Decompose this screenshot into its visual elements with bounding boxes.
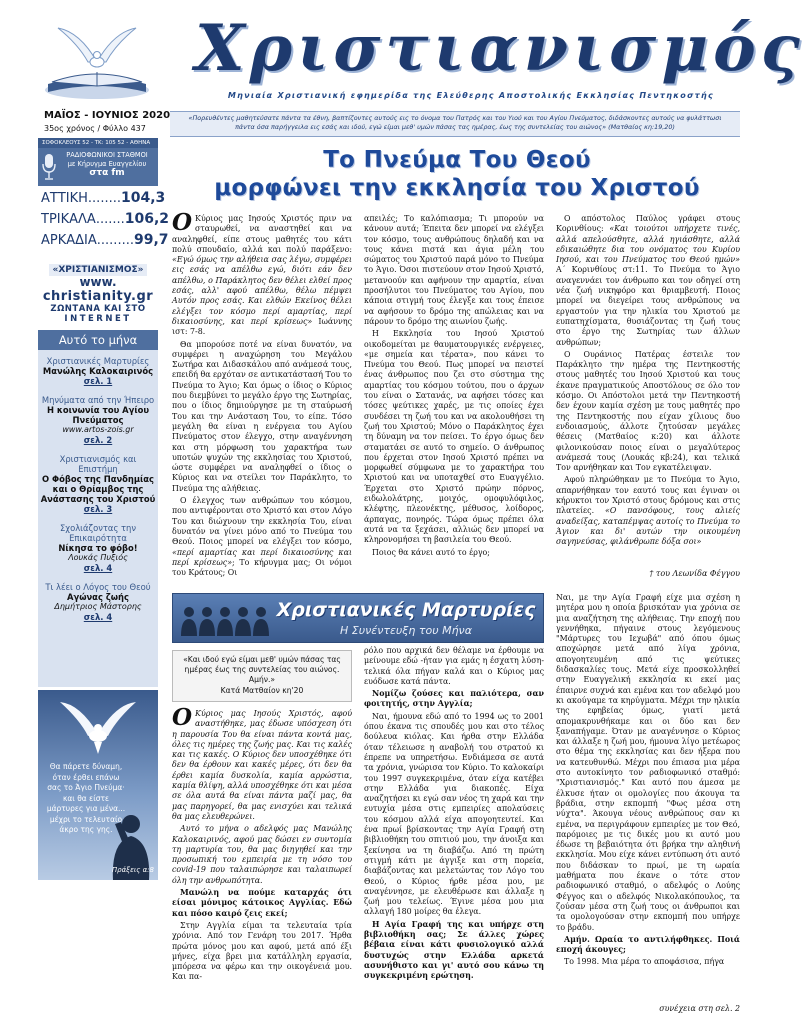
microphone-icon (42, 154, 56, 180)
interview-question: Νομίζω ζούσες και παλιότερα, σαν φοιτητής, στην Αγγλία; (364, 689, 544, 709)
testimony-column-3 (556, 593, 740, 1003)
lead-text: Κύριος μας Ιησούς Χριστός πριν να σταυρωθεί, να αναστηθεί και να αναληφθεί, είπε στους μαθητές του κάτι πολύ σπουδαίο, αλλά και πολύ παράξενο: (172, 214, 352, 254)
toc-author: Λουκάς Πυξιός (68, 553, 128, 562)
frequency-dots: ....... (95, 212, 125, 227)
dove-verse-reference: Πράξεις α:8 (111, 866, 154, 874)
toc-page-link[interactable]: σελ. 3 (83, 504, 113, 514)
frequency-row (41, 190, 166, 211)
drop-cap: Ο (172, 704, 193, 731)
issue-meta: 35ος χρόνος / Φύλλο 437 (44, 124, 146, 133)
frequency-city: ΑΤΤΙΚΗ (41, 191, 88, 206)
radio-fm: στα fm (89, 168, 125, 178)
lead-signature: † του Λεωνίδα Φέγγου (649, 569, 740, 578)
toc-title: Νίκησα το φόβο! (58, 543, 138, 553)
dove-icon (58, 700, 138, 760)
dove-bible-logo-icon (40, 22, 155, 102)
testimony-text: Κύριος μας Ιησούς Χριστός, αφού αναστήθηκε, μας έδωσε υπόσχεση ότι η παρουσία Του θα είναι πάντα κοντά μας, όλες τις ημέρες της ζωής μας. Και τις καλές και τις κακές. Ο Κύριος δεν υποσχέθηκε ότι δεν θα έρθουν και κακές μέρες, ότι δεν θα έρθει καμία δυσκολία, καμία αρρώστια, καμία θλίψη, αλλά υποσχέθηκε ότι και μέσα σε όλα αυτά θα είναι πάντα μαζί μας, θα μας παρηγορεί, θα μας ενισχύει και τελικά θα μας ελευθερώνει. (172, 709, 352, 821)
month-header: Αυτό το μήνα (38, 330, 158, 350)
frequency-dots: ........ (87, 191, 121, 206)
lead-paragraph (556, 475, 740, 547)
testimony-column-2 (364, 646, 544, 1016)
lead-column-1 (172, 209, 352, 584)
toc-item (40, 523, 156, 574)
website-link[interactable]: christianity.gr (42, 289, 154, 304)
lead-quote: «περί αμαρτίας και περί δικαιοσύνης και περί κρίσεως» (172, 547, 352, 567)
quote-banner: «Πορευθέντες μαθητεύσατε πάντα τα έθνη, βαπτίζοντες αυτούς εις το όνομα του Πατρός και του Υιού και του Αγίου Πνεύματος, διδάσκοντες αυτούς να φυλάττωσι πάντα όσα παρήγγειλα εις εσάς και ιδού, εγώ είμαι μεθ' υμών πάσας τας ημέρας, έως της συντελείας του αιώνος» (Ματθαίος κη:19,20) (170, 111, 740, 137)
interview-answer: Ναι, με την Αγία Γραφή είχε μια σχέση η μητέρα μου η οποία βρισκόταν για χρόνια σε μια αναζήτηση της αλήθειας. Την εποχή που γεννήθηκα, πήγαινε στους λεγόμενους "Μάρτυρες του Ιεχωβά" από όπου όμως αποχώρησε μετά από λίγα χρόνια, απογοητευμένη από τις ψεύτικες διδασκαλίες τους. Μετά είχε προσκολληθεί στην Ευαγγελική εκκλησία κι εκεί μας έπαιρνε συχνά και εμένα και τον αδελφό μου κι ακούγαμε τα κηρύγματα. Μέχρι την ηλικία της εφηβείας όμως, γιατί μετά απομακρυνθήκαμε και οι δύο και δεν ξαναπήγαμε. Όταν με αναγέννησε ο Κύριος και άλλαξε η ζωή μου, ήμουνα λίγο μετέωρος στο θέμα της εκκλησίας και δεν ήξερα που να κατευθυνθώ. Μέχρι που έπιασα μια μέρα στο αυτοκίνητο τον ραδιοφωνικό σταθμό: "Χριστιανισμός." Και αυτό που άμεσα με έλκυσε ήταν οι ομολογίες που άκουγα τα βράδια, στην εκπομπή "Φως μέσα στη νύχτα". Άκουγα νέους ανθρώπους σαν κι εμένα, να περιγράφουν εμπειρίες με τον Θεό, παρόμοιες με τις δικές μου κι αυτό μου έδωσε τη βεβαιότητα ότι βρήκα την αληθινή εκκλησία. Μου είχε κάνει εντύπωση ότι αυτό που διδάσκαν το πρωί, με τη ωραία μαθήματα που έκανε ο τότε στον ραδιοφωνικό σταθμό, ο αδελφός ο Λούης Φέγγος και ο αδελφός Νικολακόπουλος, τα ζούσαν μέσα στη ζωή τους οι άνθρωποι και τα ομολογούσαν στην εκπομπή που υπήρχε το βράδυ. (556, 593, 740, 932)
lead-headline (172, 146, 742, 202)
toc-title: Μανώλης Καλοκαιρινός (42, 366, 154, 376)
lead-reference: Ιωάννης ιστ: 7-8. (172, 316, 352, 337)
lead-paragraph: Η Εκκλησία του Ιησού Χριστού οικοδομείται με θαυματουργικές ενέργειες, «με σημεία και τέρατα», που κάνει το Πνεύμα του Θεού. Πως μπορεί να πειστεί ένας άνθρωπος που ζει στο σύστημα της αμαρτίας του κόσμου τούτου, που ο άρχων του είναι ο Σατανάς, να αφήσει τόσες και τόσες ψεύτικες χαρές, με τις οποίες έχει συνδέσει τη ζωή του και να ακολουθήσει τη ζωή του Χριστού; Μόνο ο Παράκλητος έχει τη δύναμη να τον πείσει. Το έργο όμως δεν σταματάει σε αυτό το σημείο. Ο άνθρωπος που έρχεται στον Ιησού Χριστό πρέπει να μορφωθεί σύμφωνα με το χαρακτήρα του Χριστού και να υποταχθεί στο Ευαγγέλιο. Έρχεται στο Χριστό πρώην πόρνος, ειδωλολάτρης, μοιχός, ομοφυλόφιλος, κλέφτης, πλεονέκτης, μέθυσος, λοίδορος, άρπαγας, πονηρός. Τώρα όμως πρέπει όλα αυτά να τα ξεχάσει, αλλιώς δεν μπορεί να κληρονομήσει τη βασιλεία του Θεού. (364, 329, 544, 545)
masthead (0, 0, 805, 108)
frequency-value: 99,7 (133, 232, 169, 248)
testimonies-title: Χριστιανικές Μαρτυρίες (276, 599, 536, 621)
frequency-city: ΑΡΚΑΔΙΑ (41, 233, 97, 248)
toc-section: Σχολιάζοντας την Επικαιρότητα (59, 523, 137, 543)
toc-section: Χριστιανισμός και Επιστήμη (59, 454, 137, 474)
lead-quote: «Ο πανσόφους, τους αλιείς αναδείξας, καταπέμψας αυτοίς το Πνεύμα το Άγιον και δι' αυτών την οικουμένη σαγηνεύσας, φιλάνθρωπε δόξα σοι» (556, 506, 740, 547)
people-group-icon (179, 604, 269, 636)
dove-panel (38, 690, 158, 880)
lead-paragraph: Ο Ουράνιος Πατέρας έστειλε τον Παράκλητο την ημέρα της Πεντηκοστής στους μαθητές του Ιησού Χριστού και τους έκανε πραγματικούς Αποστόλους σε όλο τον κόσμο. Οι Απόστολοι μετά την Πεντηκοστή δεν έχουν καμία σχέση με τους μαθητές προ της Πεντηκοστής που είχαν χίλιους δυο ενδοιασμούς, άλλοτε ζητούσαν μεγάλες θέσεις (Ματθαίος κ:20) και άλλοτε φιλονικούσαν ποιος είναι ο μεγαλύτερος ανάμεσά τους (Λουκάς κβ:24), και τελικά Τον αρνήθηκαν και Τον εγκατέλειψαν. (556, 349, 740, 473)
interview-question: Αμήν. Ωραία το αντιλήφθηκες. Ποιά εποχή άκουγες; (556, 934, 740, 955)
toc-page-link[interactable]: σελ. 2 (83, 435, 113, 445)
lead-paragraph (556, 214, 740, 348)
toc-author: www.artos-zois.gr (62, 425, 134, 434)
radio-text (58, 151, 156, 178)
lead-paragraph (172, 496, 352, 578)
lead-quote: «Εγώ όμως την αλήθεια σας λέγω, συμφέρει εις εσάς να απέλθω εγώ, διότι εάν δεν απέλθω, ο Παράκλητος δεν θέλει ελθεί προς εσάς, αλλ' αφού απέλθω, θέλω πέμψει Αυτόν προς εσάς. Και ελθών Εκείνος θέλει ελέγξει τον κόσμο περί αμαρτίας, περί δικαιοσύνης, και περί κρίσεως» (172, 255, 352, 326)
toc-section: Τι λέει ο Λόγος του Θεού (45, 582, 151, 592)
lead-paragraph: απειλές; Το καλόπιασμα; Τι μπορούν να κάνουν αυτά; Έπειτα δεν μπορεί να ελέγξει τον κόσμο, τους ανθρώπους δηλαδή και να τους κάνει πιστά και άγια μέλη του σώματος του Χριστού παρά μόνο το Πνεύμα το Άγιο. Όσοι πιστεύουν στον Ιησού Χριστό, μετανοούν και αφήνουν την αμαρτία, είναι προσήλυτοι του Πνεύματος του Αγίου, που κάποια στιγμή τους έλεγξε και τους έπεισε να αφήσουν το δρόμο της απώλειας και να πάρουν το δρόμο της αιωνίου ζωής. (364, 214, 544, 326)
toc-item (40, 582, 156, 623)
toc-title: Αγώνας ζωής (67, 592, 129, 602)
frequency-dots: ......... (96, 233, 134, 248)
toc-item (40, 395, 156, 446)
toc-author: Δημήτριος Μάστορης (54, 602, 142, 611)
testimony-paragraph (172, 704, 352, 822)
lead-headline-line2: μορφώνει την εκκλησία του Χριστού (214, 175, 700, 201)
radio-box (38, 148, 158, 186)
frequency-row (41, 232, 169, 253)
lead-column-3 (556, 214, 740, 569)
lead-text: Αφού πληρώθηκαν με το Πνεύμα το Άγιο, απαρνήθηκαν τον εαυτό τους και έγιναν οι κήρυκτοι τον Χριστό στους δρόμους και στις πλατείες. (556, 475, 740, 516)
radio-subtitle: με Κήρυγμα Ευαγγελίου (67, 160, 147, 168)
testimony-paragraph: Αυτό το μήνα ο αδελφός μας Μανώλης Καλοκαιρινός, αφού μας δώσει εν συντομία τη μαρτυρία του, θα μας διηγηθεί και την προσωπική του εμπειρία με τη νόσο του covid-19 που ταλαιπώρησε και ταλαιπωρεί όλη την ανθρωπότητα. (172, 824, 352, 885)
issue-date: ΜΑΪΟΣ - ΙΟΥΝΙΟΣ 2020 (44, 110, 171, 121)
lead-paragraph: Θα μπορούσε ποτέ να είναι δυνατόν, να συμφέρει η αναχώρηση του Μεγάλου Σωτήρα και Διδασκάλου από ανάμεσά τους, επειδή θα ερχόταν σε αντικατάστασή Του το Πνεύμα το Άγιο; Και όμως ο ίδιος ο Κύριος που διεμβύνει το μεγάλο έργο της Σωτηρίας, που ο ίδιος δημιούργησε με τη σταύρωσή Του και την Ανάσταση Του, το είπε. Τόσο μεγάλη θα είναι η ενέργεια του Αγίου Πνεύματος στον έλεγχο, στην αναγέννηση και στη μόρφωση του χαρακτήρα των υποτών ψυχών της εκκλησίας του Χριστού, ώστε συμφέρει να αναληφθεί ο ίδιος ο Κύριος και να στείλει τον Παράκλητο, το Πνεύμα της αλήθειας. (172, 339, 352, 493)
lead-text: Ο απόστολος Παύλος γράφει στους Κορινθίους: (556, 214, 740, 234)
interview-question: Η Αγία Γραφή της και υπήρχε στη βιβλιοθήκη σας; Σε άλλες χώρες βέβαια είναι κάτι φυσιολογικό αλλά δυστυχώς στην Ελλάδα αρκετά ασυνήθιστο και γι' αυτό σου κάνω τη συγκεκριμένη ερώτηση. (364, 919, 544, 981)
sidebar (38, 138, 170, 1024)
website-live: ΖΩΝΤΑΝΑ ΚΑΙ ΣΤΟ (50, 304, 146, 314)
lead-paragraph (172, 209, 352, 338)
toc-title: Η κοινωνία του Αγίου Πνεύματος (46, 405, 150, 425)
toc-item (40, 454, 156, 515)
toc-title: Ο Φόβος της Πανδημίας και ο Θρίαμβος της Ανάστασης του Χριστού (40, 474, 156, 504)
interview-question: Μανώλη να πούμε καταρχάς ότι είσαι μόνιμος κάτοικος Αγγλίας. Εδώ και πόσο καιρό ζεις εκεί; (172, 888, 352, 918)
lead-text: Α΄ Κορινθίους στ:11. Το Πνεύμα το Άγιο αναγεννάει τον άνθρωπο και τον οδηγεί στη νέα ζωή νικηφόρο και θριαμβευτή. Ποιος μπορεί να διεγείρει τους ανθρώπους να εργαστούν για την ηλικία του Χριστού με ευπατηχίσματα, θυσιάζοντας τη ζωή τους στο έργο της Σωτηρίας των άλλων ανθρώπων; (556, 265, 740, 347)
frequency-value: 106,2 (124, 211, 170, 227)
frequency-city: ΤΡΙΚΑΛΑ (41, 212, 96, 227)
radio-title: ΡΑΔΙΟΦΩΝΙΚΟΙ ΣΤΑΘΜΟΙ (66, 151, 148, 159)
lead-text: Ο έλεγχος των ανθρώπων του κόσμου, που αντιφέρονται στο Χριστό και στον Λόγο Του και διώχνουν την εκκλησία Του, είναι δυνατόν να γίνει μόνο από το Πνεύμα του Θεού. Ποιος μπορεί να ελέγξει τον κόσμο, (172, 496, 352, 547)
dove-verse: Θα πάρετε δύναμη, όταν έρθει επάνω σας το Άγιο Πνεύμα· και θα είστε μάρτυρες για μένα... μέχρι το τελευταίο άκρο της γης. (46, 762, 126, 834)
continued-link[interactable]: συνέχεια στη σελ. 2 (659, 1004, 740, 1013)
toc-item (40, 356, 156, 387)
toc-section: Μηνύματα από την Ήπειρο (41, 395, 155, 405)
pull-quote (172, 650, 352, 702)
toc-page-link[interactable]: σελ. 4 (83, 563, 113, 573)
pull-quote-text: «Και ιδού εγώ είμαι μεθ' υμών πάσας τας ημέρας έως της συντελείας του αιώνος. Αμήν.» (183, 655, 341, 684)
website-internet: INTERNET (64, 314, 132, 324)
testimony-column-1 (172, 704, 352, 1009)
pull-quote-reference: Κατά Ματθαίον κη'20 (220, 686, 304, 695)
frequency-list (38, 186, 170, 255)
table-of-contents (38, 350, 158, 687)
frequency-row (41, 211, 170, 232)
interview-answer: Το 1998. Μια μέρα το αποφάσισα, πήγα (564, 957, 725, 967)
drop-cap: Ο (172, 209, 193, 236)
lead-headline-line1: Το Πνεύμα Του Θεού (323, 147, 591, 173)
toc-page-link[interactable]: σελ. 4 (83, 612, 113, 622)
toc-page-link[interactable]: σελ. 1 (83, 376, 113, 386)
website-label: «ΧΡΙΣΤΙΑΝΙΣΜΟΣ» (49, 264, 148, 276)
testimonies-banner (172, 593, 544, 643)
testimonies-subtitle: Η Συνέντευξη του Μήνα (340, 624, 472, 637)
website-www: www. (79, 275, 117, 289)
interview-answer: ρόλο που αρχικά δεν θέλαμε να έρθουμε να μείνουμε εδώ -ήταν για εμάς η έσχατη λύση- τελικά όλα πήγαν καλά και ο Κύριος μας ευόδωσε κατά πάντα. (364, 646, 544, 686)
lead-text: ; Το κήρυγμα μας; Οι νόμοι του Κράτους; Οι (172, 557, 352, 578)
lead-quote: «Και τοιούτοι υπήρχετε τινές, αλλά απελούσθητε, αλλά ηγιάσθητε, αλλά εδικαιώθητε δια του ονόματος του Κυρίου Ιησού, και του Πνεύματος του Θεού ημών» (556, 224, 740, 265)
lead-column-2 (364, 214, 544, 584)
lead-paragraph: Ποιος θα κάνει αυτό το έργο; (372, 547, 490, 557)
interview-answer: Ναι, ήμουνα εδώ από το 1994 ως το 2001 όπου έκανα τις σπουδές μου και στο τέλος δούλευα κιόλας. Και ήρθα στην Ελλάδα όταν τέλειωσε η αναβολή του στρατού κι έπρεπε να υπηρετήσω. Ενδιάμεσα σε αυτά τα χρόνια, γνώρισα τον Κύριο. Το καλοκαίρι του 1997 συγκεκριμένα, όταν είχα κατέβει στην Ελλάδα για διακοπές. Είχα αναζητήσει κι εγώ σαν νέος τη χαρά και την ευτυχία μέσα στις εμπειρίες απολαύσεις του κόσμου αλλά είχα απογοητευτεί. Και ένα πρωί βρίσκοντας την Αγία Γραφή στη βιβλιοθήκη του σπιτιού μου, την άνοιξα και ξεκίνησα να τη διαβάζω. Από τη πρώτη στιγμή κάτι με άγγιξε και στη πορεία, διαβάζοντας και μελετώντας τον Λόγο του Θεού, ο Κύριος ήρθε μέσα μου, με αναγέννησε, με ελευθέρωσε και άλλαξε η ζωή μου τελείως. Έγινε μέσα μου μια αλλαγή 180 μοίρες θα έλεγα. (364, 711, 544, 917)
masthead-title: Χριστιανισμός (195, 11, 805, 86)
frequency-value: 104,3 (120, 190, 166, 206)
address-bar: ΣΟΦΟΚΛΕΟΥΣ 52 - ΤΚ: 105 52 - ΑΘΗΝΑ (38, 138, 158, 148)
masthead-subtitle: Μηνιαία Χριστιανική εφημερίδα της Ελεύθερης Αποστολικής Εκκλησίας Πεντηκοστής (227, 91, 715, 100)
website-box (38, 255, 158, 328)
toc-section: Χριστιανικές Μαρτυρίες (46, 356, 150, 366)
interview-answer: Στην Αγγλία είμαι τα τελευταία τρία χρόνια. Από τον Γενάρη του 2017. Ήρθα πρώτα μόνος μου και αφού, μετά από έξι μήνες, είχα βρει μια κατάλληλη εργασία, μπόρεσα να φέρω και την οικογένειά μου. Και πα- (172, 920, 352, 982)
